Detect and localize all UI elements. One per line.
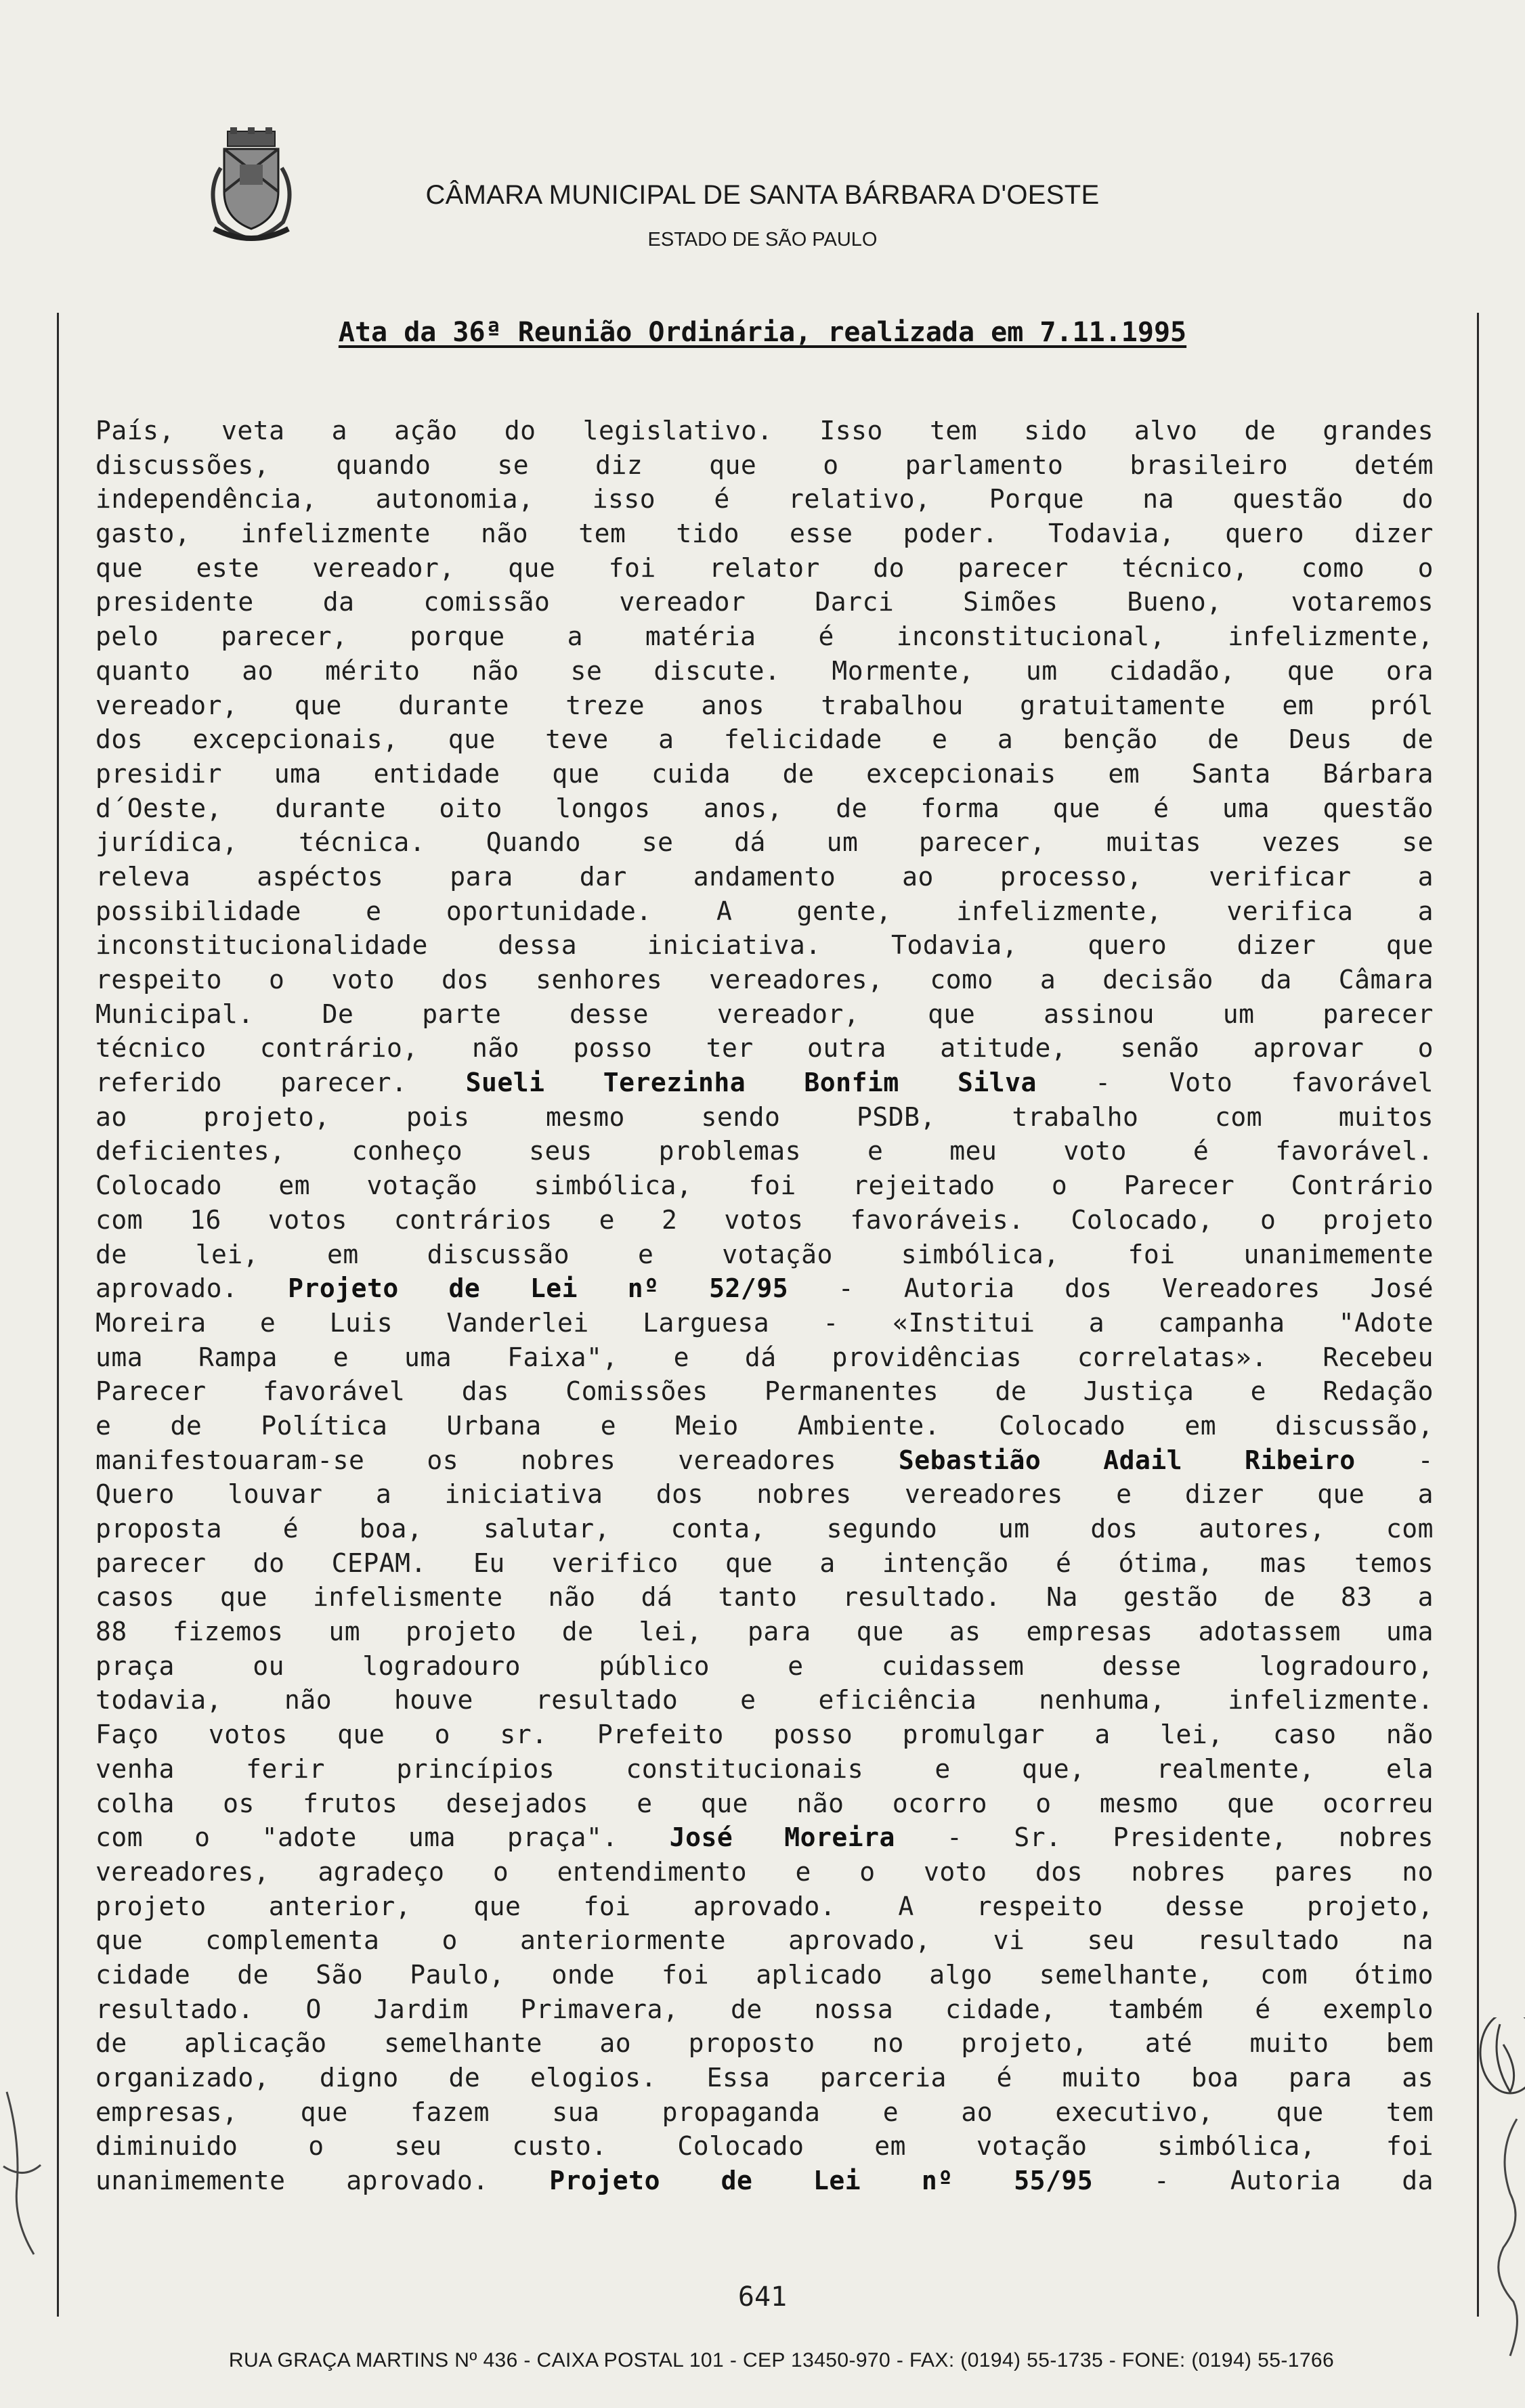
speaker-name: Projeto de Lei nº 52/95 xyxy=(288,1273,789,1304)
speaker-name: José Moreira xyxy=(669,1822,895,1853)
text-segment: colha os frutos desejados e que não ocorro o mesmo que ocorreu xyxy=(95,1788,1434,1818)
minutes-title: Ata da 36ª Reunião Ordinária, realizada em 7.11.1995 xyxy=(338,317,1187,348)
text-segment: - Autoria da xyxy=(1093,2166,1434,2196)
text-segment: presidir uma entidade que cuida de excepcionais em Santa Bárbara xyxy=(95,758,1434,789)
text-line xyxy=(95,1649,1434,1684)
text-segment: d´Oeste, durante oito longos anos, de forma que é uma questão xyxy=(95,793,1434,823)
text-segment: País, veta a ação do legislativo. Isso tem sido alvo de grandes xyxy=(95,416,1434,445)
right-margin-rule xyxy=(1477,313,1479,2317)
text-segment: manifestouaram-se os nobres vereadores xyxy=(95,1445,899,1475)
text-segment: discussões, quando se diz que o parlamento brasileiro detém xyxy=(95,450,1434,480)
text-segment: deficientes, conheço seus problemas e meu voto é favorável. xyxy=(95,1136,1434,1166)
speaker-name: Projeto de Lei nº 55/95 xyxy=(549,2166,1094,2196)
text-line xyxy=(95,1992,1434,2027)
text-line xyxy=(95,1546,1434,1581)
text-segment: resultado. O Jardim Primavera, de nossa cidade, também é exemplo xyxy=(95,1994,1434,2024)
address-footer: RUA GRAÇA MARTINS Nº 436 - CAIXA POSTAL 101 - CEP 13450-970 - FAX: (0194) 55-1735 - FONE: (0194) 55-1766 xyxy=(228,2349,1335,2371)
text-line xyxy=(95,722,1434,757)
text-line xyxy=(95,1512,1434,1546)
text-segment: técnico contrário, não posso ter outra atitude, senão aprovar o xyxy=(95,1033,1434,1064)
state-name: ESTADO DE SÃO PAULO xyxy=(647,229,878,250)
text-segment: que complementa o anteriormente aprovado, vi seu resultado na xyxy=(95,1925,1434,1956)
text-segment: gasto, infelizmente não tem tido esse poder. Todavia, quero dizer xyxy=(95,519,1434,549)
text-segment: Moreira e Luis Vanderlei Larguesa - «Institui a campanha "Adote xyxy=(95,1307,1434,1338)
text-segment: jurídica, técnica. Quando se dá um parecer, muitas vezes se xyxy=(95,827,1434,858)
text-line xyxy=(95,1683,1434,1717)
text-segment: uma Rampa e uma Faixa", e dá providências correlatas». Recebeu xyxy=(95,1342,1434,1372)
text-segment: aprovado. xyxy=(95,1273,288,1304)
text-line xyxy=(95,825,1434,860)
text-line xyxy=(95,1580,1434,1615)
institution-name: CÂMARA MUNICIPAL DE SANTA BÁRBARA D'OESTE xyxy=(425,180,1100,210)
text-line xyxy=(95,1134,1434,1168)
text-line xyxy=(95,688,1434,723)
text-line xyxy=(95,2129,1434,2164)
text-line xyxy=(95,1958,1434,1992)
text-line xyxy=(95,1031,1434,1066)
text-line xyxy=(95,448,1434,483)
text-line xyxy=(95,1340,1434,1375)
text-line xyxy=(95,1238,1434,1272)
text-segment: possibilidade e oportunidade. A gente, infelizmente, verifica a xyxy=(95,896,1434,926)
text-segment: presidente da comissão vereador Darci Simões Bueno, votaremos xyxy=(95,587,1434,617)
text-segment: praça ou logradouro público e cuidassem desse logradouro, xyxy=(95,1650,1434,1681)
text-line xyxy=(95,2095,1434,2130)
text-segment: cidade de São Paulo, onde foi aplicado algo semelhante, com ótimo xyxy=(95,1959,1434,1990)
text-segment: dos excepcionais, que teve a felicidade e a benção de Deus de xyxy=(95,724,1434,755)
text-segment: empresas, que fazem sua propaganda e ao executivo, que tem xyxy=(95,2097,1434,2127)
text-segment: - Sr. Presidente, nobres xyxy=(895,1822,1434,1853)
text-line xyxy=(95,517,1434,551)
left-margin-rule xyxy=(57,313,59,2317)
text-segment: venha ferir princípios constitucionais e que, realmente, ela xyxy=(95,1753,1434,1784)
text-segment: de aplicação semelhante ao proposto no projeto, até muito bem xyxy=(95,2028,1434,2059)
text-line xyxy=(95,1477,1434,1512)
text-line xyxy=(95,928,1434,963)
text-segment: - xyxy=(1355,1445,1434,1475)
text-segment: proposta é boa, salutar, conta, segundo um dos autores, com xyxy=(95,1514,1434,1544)
text-line xyxy=(95,1855,1434,1889)
text-segment: Quero louvar a iniciativa dos nobres vereadores e dizer que a xyxy=(95,1479,1434,1510)
text-line xyxy=(95,1889,1434,1924)
text-line xyxy=(95,1203,1434,1238)
text-segment: quanto ao mérito não se discute. Mormente, um cidadão, que ora xyxy=(95,655,1434,686)
page-number: 641 xyxy=(737,2281,788,2313)
text-line xyxy=(95,963,1434,997)
speaker-name: Sebastião Adail Ribeiro xyxy=(898,1445,1356,1475)
text-segment: e de Política Urbana e Meio Ambiente. Colocado em discussão, xyxy=(95,1410,1434,1441)
text-segment: referido parecer. xyxy=(95,1068,466,1098)
text-segment: independência, autonomia, isso é relativo, Porque na questão do xyxy=(95,484,1434,515)
text-line xyxy=(95,2164,1434,2198)
text-segment: projeto anterior, que foi aprovado. A respeito desse projeto, xyxy=(95,1891,1434,1921)
text-line xyxy=(95,1409,1434,1443)
text-line xyxy=(95,414,1434,448)
text-segment: Municipal. De parte desse vereador, que assinou um parecer xyxy=(95,999,1434,1029)
text-segment: inconstitucionalidade dessa iniciativa. Todavia, quero dizer que xyxy=(95,930,1434,961)
minutes-body xyxy=(95,414,1434,2198)
text-segment: de lei, em discussão e votação simbólica, foi unanimemente xyxy=(95,1239,1434,1269)
signature-mark-left xyxy=(0,2085,47,2261)
text-segment: Faço votos que o sr. Prefeito posso promulgar a lei, caso não xyxy=(95,1720,1434,1750)
text-segment: 88 fizemos um projeto de lei, para que as empresas adotassem uma xyxy=(95,1617,1434,1647)
text-line xyxy=(95,1168,1434,1203)
text-line xyxy=(95,654,1434,688)
text-segment: unanimemente aprovado. xyxy=(95,2166,550,2196)
text-line xyxy=(95,1615,1434,1649)
text-segment: releva aspéctos para dar andamento ao processo, verificar a xyxy=(95,861,1434,892)
text-segment: casos que infelismente não dá tanto resultado. Na gestão de 83 a xyxy=(95,1582,1434,1613)
text-segment: diminuido o seu custo. Colocado em votação simbólica, foi xyxy=(95,2131,1434,2162)
text-line xyxy=(95,1820,1434,1855)
text-segment: Parecer favorável das Comissões Permanentes de Justiça e Redação xyxy=(95,1376,1434,1407)
text-segment: respeito o voto dos senhores vereadores, como a decisão da Câmara xyxy=(95,965,1434,994)
text-line xyxy=(95,2061,1434,2095)
text-segment: vereadores, agradeço o entendimento e o voto dos nobres pares no xyxy=(95,1856,1434,1887)
text-segment: ao projeto, pois mesmo sendo PSDB, trabalho com muitos xyxy=(95,1101,1434,1132)
text-line xyxy=(95,1717,1434,1752)
text-line xyxy=(95,1923,1434,1958)
text-line xyxy=(95,619,1434,654)
text-segment: pelo parecer, porque a matéria é inconstitucional, infelizmente, xyxy=(95,621,1434,652)
text-line xyxy=(95,2026,1434,2061)
text-segment: vereador, que durante treze anos trabalhou gratuitamente em pról xyxy=(95,690,1434,720)
text-line xyxy=(95,1443,1434,1478)
text-line xyxy=(95,1100,1434,1135)
text-segment: parecer do CEPAM. Eu verifico que a intenção é ótima, mas temos xyxy=(95,1548,1434,1578)
text-segment: Colocado em votação simbólica, foi rejeitado o Parecer Contrário xyxy=(95,1170,1434,1201)
text-line xyxy=(95,551,1434,586)
text-line xyxy=(95,1066,1434,1100)
text-line xyxy=(95,894,1434,929)
text-line xyxy=(95,860,1434,894)
speaker-name: Sueli Terezinha Bonfim Silva xyxy=(465,1068,1037,1098)
text-line xyxy=(95,585,1434,619)
text-segment: que este vereador, que foi relator do parecer técnico, como o xyxy=(95,552,1434,583)
text-line xyxy=(95,997,1434,1032)
text-line xyxy=(95,791,1434,826)
text-segment: organizado, digno de elogios. Essa parceria é muito boa para as xyxy=(95,2063,1434,2093)
text-line xyxy=(95,1787,1434,1821)
text-segment: com o "adote uma praça". xyxy=(95,1822,670,1853)
text-segment: com 16 votos contrários e 2 votos favoráveis. Colocado, o projeto xyxy=(95,1204,1434,1235)
text-line xyxy=(95,1306,1434,1340)
text-segment: todavia, não houve resultado e eficiência nenhuma, infelizmente. xyxy=(95,1685,1434,1715)
text-line xyxy=(95,1271,1434,1306)
text-segment: - Voto favorável xyxy=(1036,1068,1434,1098)
text-segment: - Autoria dos Vereadores José xyxy=(788,1273,1434,1304)
text-line xyxy=(95,757,1434,791)
text-line xyxy=(95,1374,1434,1409)
text-line xyxy=(95,1752,1434,1787)
text-line xyxy=(95,482,1434,517)
